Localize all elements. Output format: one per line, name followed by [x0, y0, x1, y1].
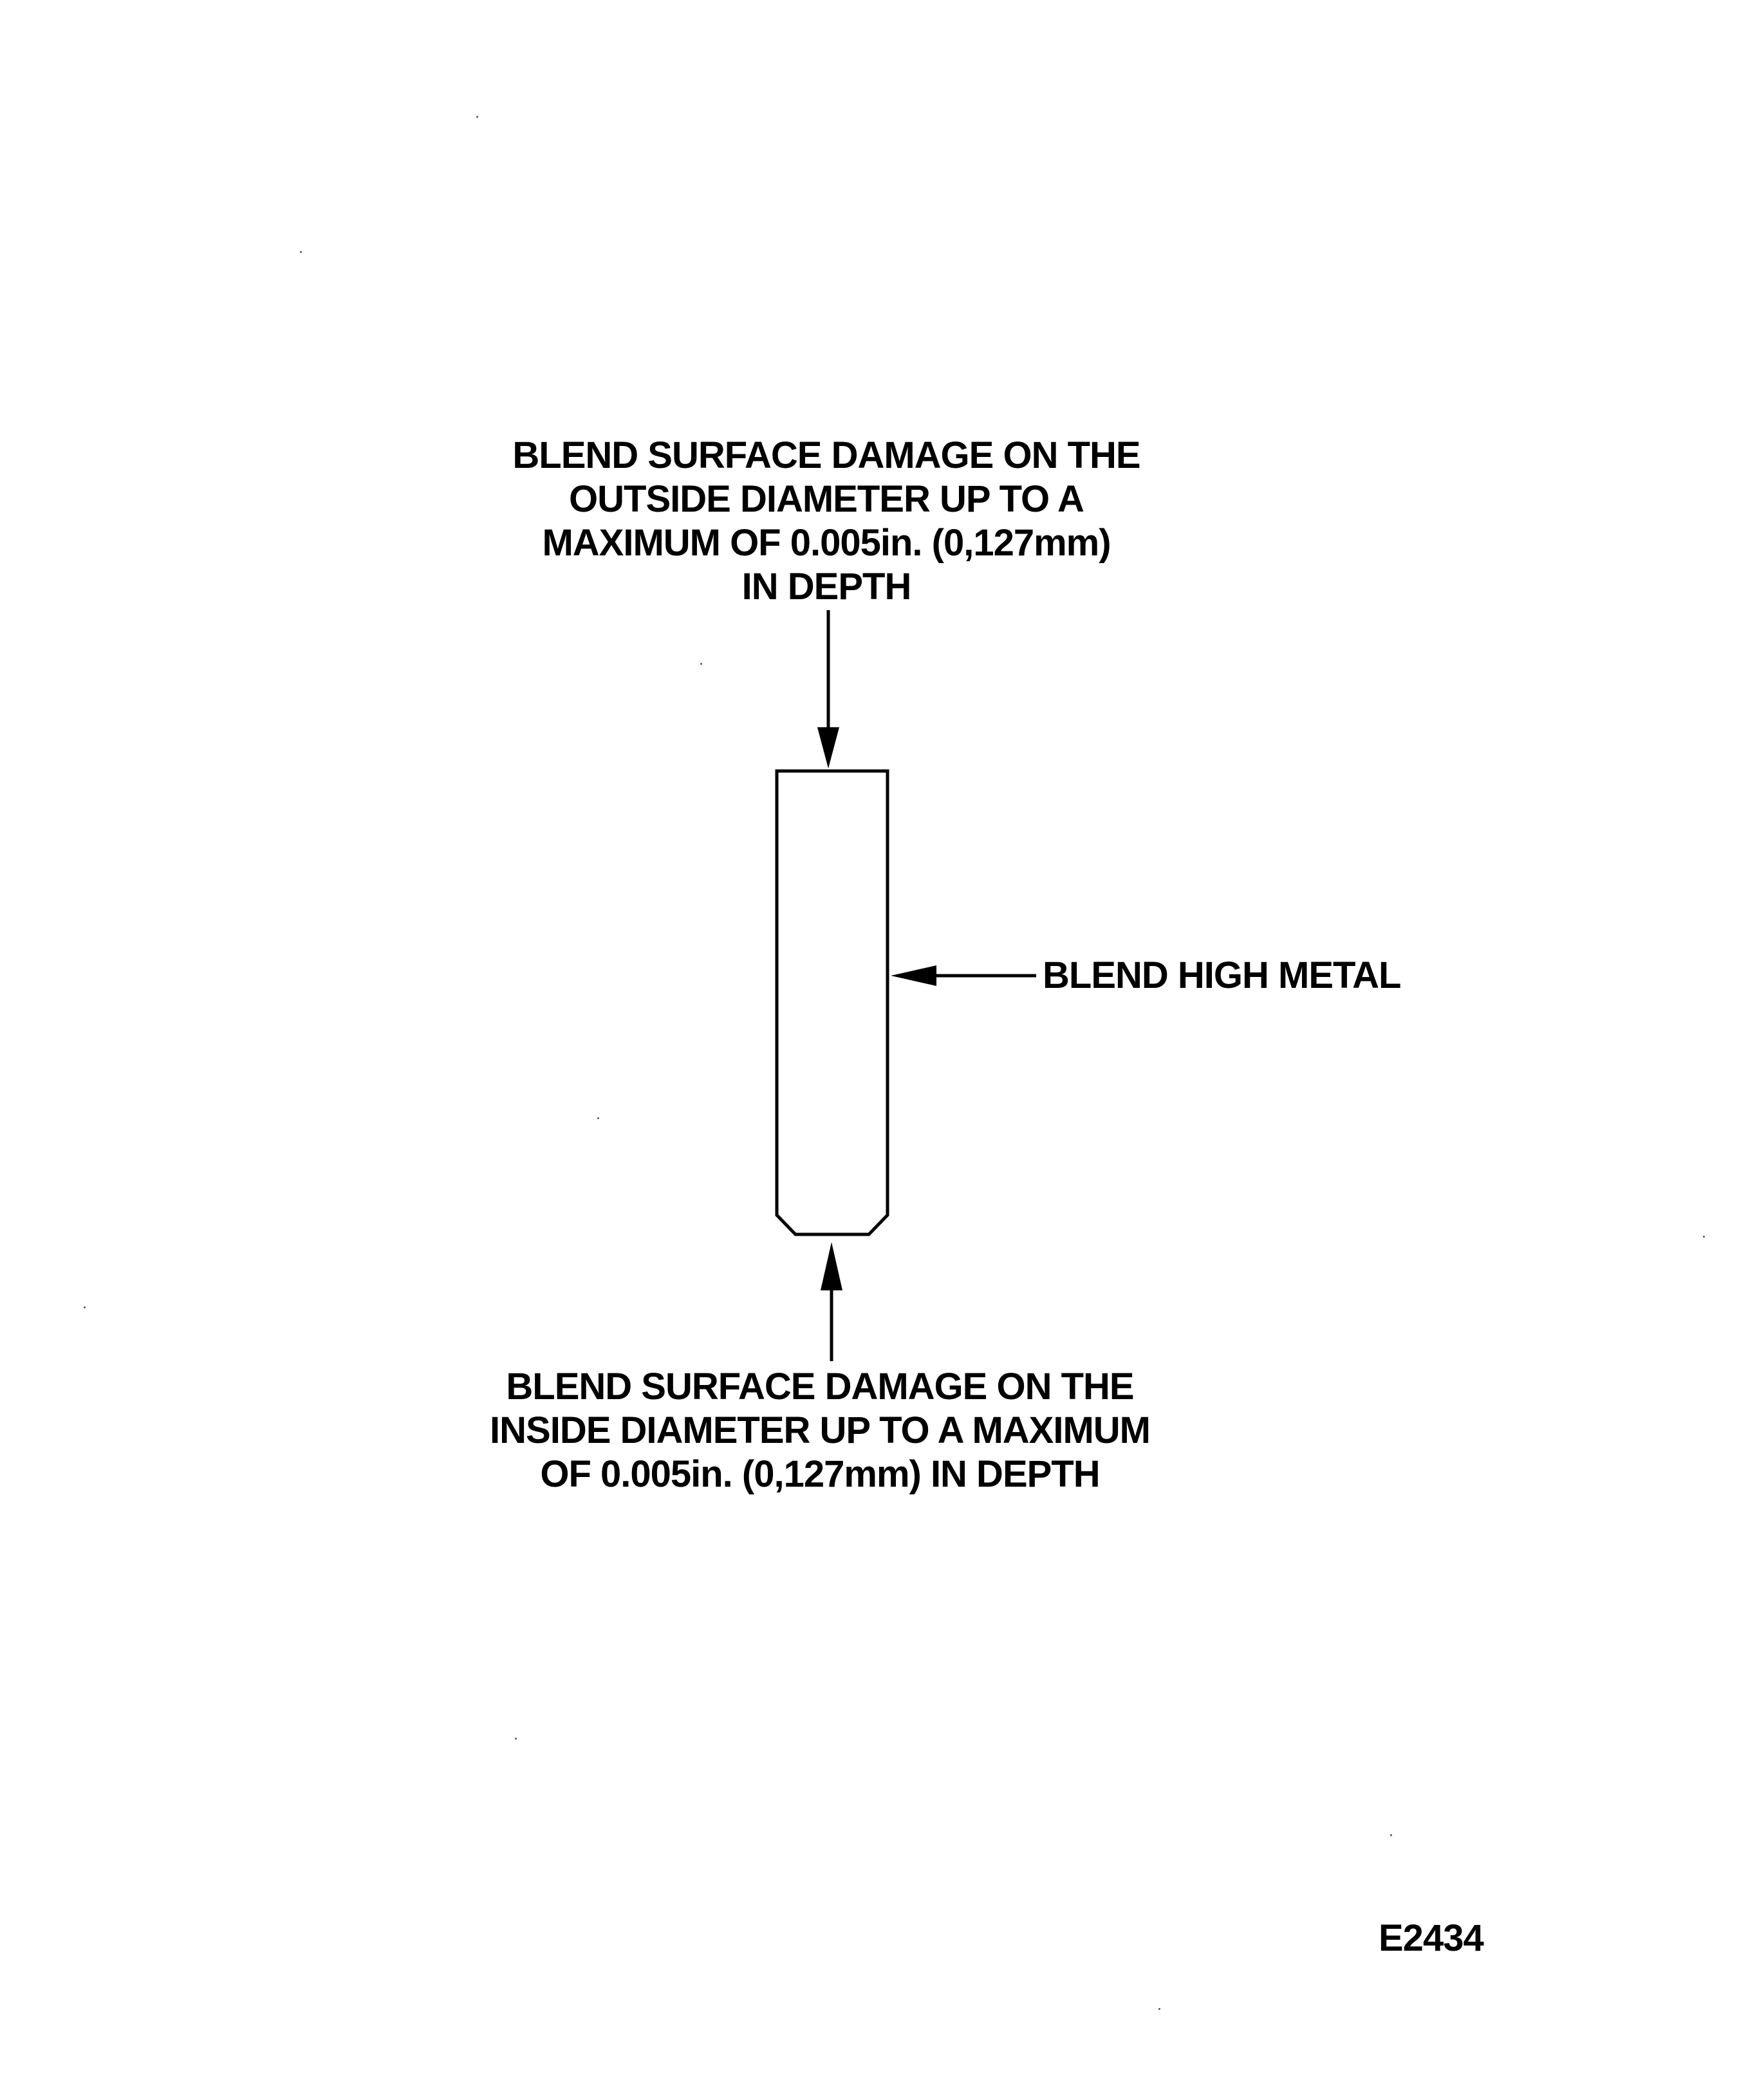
outside-diameter-callout-line: IN DEPTH	[741, 566, 911, 608]
scan-speck	[515, 1738, 517, 1740]
outside-diameter-callout-line: OUTSIDE DIAMETER UP TO A	[569, 478, 1084, 520]
inside-diameter-arrow	[821, 1242, 842, 1361]
scan-speck	[476, 116, 478, 118]
scan-speck	[597, 1117, 599, 1119]
scan-speck	[700, 663, 702, 665]
high-metal-callout	[1043, 954, 1400, 998]
scan-speck	[300, 251, 302, 253]
scan-speck	[1703, 1236, 1705, 1238]
inside-diameter-callout-line: INSIDE DIAMETER UP TO A MAXIMUM	[490, 1409, 1150, 1451]
high-metal-arrow	[891, 965, 1036, 986]
inside-diameter-callout	[466, 1365, 1174, 1496]
inside-diameter-callout-line: BLEND SURFACE DAMAGE ON THE	[506, 1366, 1134, 1408]
outside-diameter-callout-line: BLEND SURFACE DAMAGE ON THE	[512, 434, 1140, 476]
outside-diameter-callout	[505, 434, 1148, 609]
scan-speck	[1158, 2008, 1160, 2010]
scan-speck	[84, 1306, 86, 1308]
outside-diameter-arrow	[817, 610, 839, 768]
figure-id	[1379, 1917, 1483, 1960]
outside-diameter-callout-line: MAXIMUM OF 0.005in. (0,127mm)	[542, 522, 1111, 564]
scan-speck	[1390, 1834, 1392, 1836]
figure-id-text: E2434	[1379, 1917, 1483, 1959]
part-cross-section	[777, 771, 888, 1234]
high-metal-callout-text: BLEND HIGH METAL	[1043, 954, 1401, 996]
inside-diameter-callout-line: OF 0.005in. (0,127mm) IN DEPTH	[540, 1453, 1100, 1495]
